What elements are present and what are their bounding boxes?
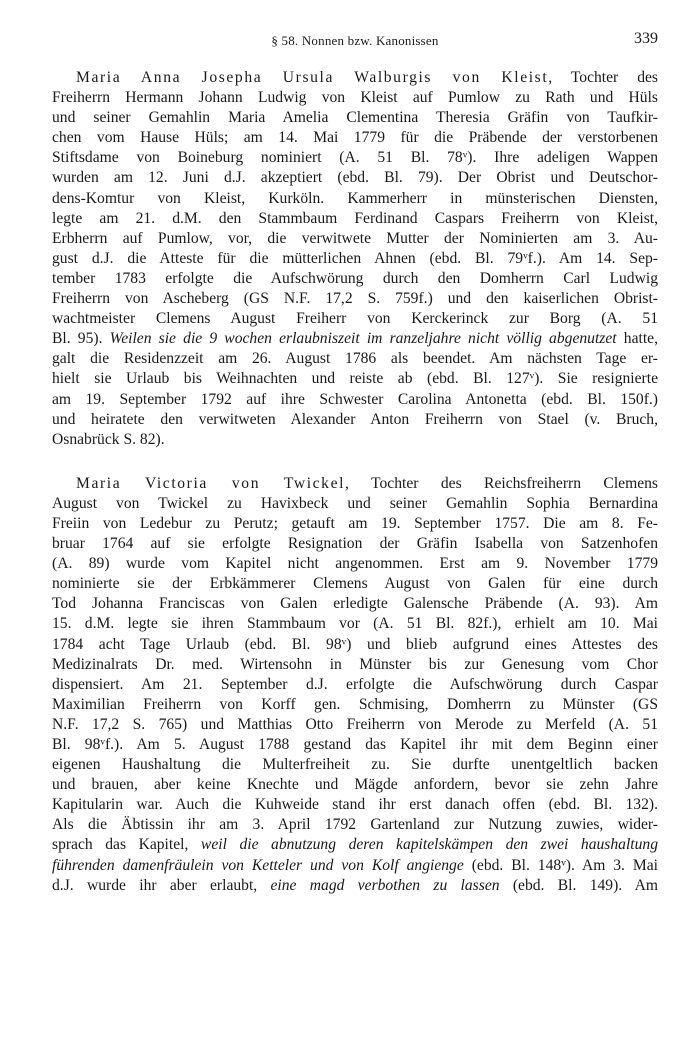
- text-line: [52, 494, 658, 514]
- text-line: [52, 655, 658, 675]
- entry-name: Maria Anna Josepha Ursula Walburgis von Kleist: [76, 69, 549, 86]
- text-line: [52, 329, 658, 349]
- text-segment: N.F. 17,2 S. 765) und Matthias Otto Freiherrn von Merode zu Merfeld (A. 51: [52, 715, 658, 733]
- text-line: [52, 735, 658, 755]
- text-line: [52, 349, 658, 369]
- text-segment: Erbherrn auf Pumlow, vor, die verwitwete Mutter der Nominierten am 3. Au-: [52, 229, 658, 247]
- text-segment: Bl. 98ᵛf.). Am 5. August 1788 gestand das Kapitel ihr mit dem Beginn einer: [52, 736, 658, 753]
- text-segment: nominierte sie der Erbkämmerer Clemens August von Galen für eine durch: [52, 575, 658, 593]
- text-line: [52, 68, 658, 88]
- text-line: [52, 148, 658, 168]
- quoted-source-text: Weilen sie die 9 wochen erlaubniszeit im ranzeljahre nicht völlig abgenutzet: [109, 330, 617, 348]
- text-segment: , Tochter des Reichsfreiherrn Clemens: [345, 474, 658, 492]
- text-line: [52, 876, 658, 896]
- text-segment: hielt sie Urlaub bis Weihnachten und reiste ab (ebd. Bl. 127ᵛ). Sie resignierte: [52, 370, 658, 388]
- text-line: [52, 856, 658, 876]
- text-segment: Tod Johanna Franciscas von Galen erledigte Galensche Präbende (A. 93). Am: [52, 595, 658, 613]
- text-line: [52, 229, 658, 249]
- text-line: [52, 775, 658, 795]
- text-segment: (ebd. Bl. 149). Am: [499, 876, 659, 894]
- running-header: [52, 30, 658, 52]
- text-segment: Bl. 95).: [52, 330, 110, 348]
- text-line: [52, 128, 658, 148]
- text-segment: wachtmeister Clemens August Freiherr von Kerckerinck zur Borg (A. 51: [52, 310, 658, 328]
- text-segment: Kapitularin war. Auch die Kuhweide stand ihr erst danach offen (ebd. Bl. 132).: [52, 796, 658, 814]
- paragraph-kleist: [52, 68, 658, 450]
- text-line: [52, 755, 658, 775]
- text-segment: Freiherrn Hermann Johann Ludwig von Kleist auf Pumlow zu Rath und Hüls: [52, 89, 658, 107]
- text-line: [52, 390, 658, 410]
- text-segment: galt die Residenzzeit am 26. August 1786 als beendet. Am nächsten Tage er-: [52, 350, 658, 368]
- text-line: [52, 289, 658, 309]
- text-segment: dispensiert. Am 21. September d.J. erfolgte die Aufschwörung durch Caspar: [52, 675, 658, 693]
- text-segment: Osnabrück S. 82).: [52, 430, 165, 448]
- text-line: [52, 675, 658, 695]
- text-line: [52, 815, 658, 835]
- text-line: [52, 795, 658, 815]
- entry-name: Maria Victoria von Twickel: [76, 474, 346, 492]
- text-line: [52, 614, 658, 634]
- text-line: [52, 369, 658, 389]
- body-text: [52, 68, 658, 896]
- text-segment: , Tochter des: [548, 69, 658, 86]
- text-line: [52, 715, 658, 735]
- text-segment: Maximilian Freiherrn von Korff gen. Schmising, Domherrn zu Münster (GS: [52, 695, 658, 713]
- paragraph-spacer: [52, 450, 658, 474]
- text-line: [52, 269, 658, 289]
- text-segment: eigenen Haushaltung die Multerfreiheit zu. Sie durfte unentgeltlich backen: [52, 756, 658, 774]
- text-line: [52, 474, 658, 494]
- text-line: [52, 410, 658, 430]
- page-number: 339: [634, 30, 658, 47]
- text-segment: und seiner Gemahlin Maria Amelia Clementina Theresia Gräfin von Taufkir-: [52, 109, 658, 127]
- text-line: [52, 249, 658, 269]
- text-line: [52, 189, 658, 209]
- text-segment: Freiin von Ledebur zu Perutz; getauft am 19. September 1757. Die am 8. Fe-: [52, 514, 658, 532]
- text-line: [52, 108, 658, 128]
- text-line: [52, 534, 658, 554]
- quoted-source-text: weil die abnutzung deren kapitelskämpen den zwei haushaltung: [200, 836, 659, 854]
- text-line: [52, 430, 658, 450]
- text-segment: d.J. wurde ihr aber erlaubt,: [52, 876, 271, 894]
- text-segment: legte am 21. d.M. den Stammbaum Ferdinand Caspars Freiherrn von Kleist,: [52, 209, 658, 227]
- text-segment: hatte,: [616, 330, 658, 348]
- text-segment: chen vom Hause Hüls; am 14. Mai 1779 für die Präbende der verstorbenen: [52, 129, 658, 147]
- text-segment: am 19. September 1792 auf ihre Schwester Carolina Antonetta (ebd. Bl. 150f.): [52, 390, 658, 408]
- text-segment: (A. 89) wurde vom Kapitel nicht angenommen. Erst am 9. November 1779: [52, 555, 658, 573]
- quoted-source-text: eine magd verbothen zu lassen: [270, 876, 500, 894]
- text-line: [52, 514, 658, 534]
- text-segment: August von Twickel zu Havixbeck und seiner Gemahlin Sophia Bernardina: [52, 494, 658, 512]
- text-line: [52, 209, 658, 229]
- text-segment: Als die Äbtissin ihr am 3. April 1792 Gartenland zur Nutzung zuwies, wider-: [52, 816, 658, 834]
- text-segment: und heiratete den verwitweten Alexander Anton Freiherrn von Stael (v. Bruch,: [52, 410, 658, 428]
- text-segment: dens-Komtur von Kleist, Kurköln. Kammerherr in münsterischen Diensten,: [52, 189, 658, 207]
- text-segment: Medizinalrats Dr. med. Wirtensohn in Münster bis zur Genesung vom Chor: [52, 655, 658, 673]
- text-line: [52, 695, 658, 715]
- text-segment: Freiherrn von Ascheberg (GS N.F. 17,2 S. 759f.) und den kaiserlichen Obrist-: [52, 290, 658, 308]
- text-segment: 1784 acht Tage Urlaub (ebd. Bl. 98ᵛ) und blieb aufgrund eines Attestes des: [52, 635, 658, 653]
- text-line: [52, 554, 658, 574]
- text-line: [52, 168, 658, 188]
- text-segment: tember 1783 erfolgte die Aufschwörung durch den Domherrn Carl Ludwig: [52, 269, 658, 287]
- text-line: [52, 574, 658, 594]
- text-line: [52, 88, 658, 108]
- text-segment: (ebd. Bl. 148ᵛ). Am 3. Mai: [463, 856, 659, 874]
- text-segment: wurden am 12. Juni d.J. akzeptiert (ebd. Bl. 79). Der Obrist und Deutschor-: [52, 169, 658, 187]
- text-line: [52, 635, 658, 655]
- text-segment: gust d.J. die Atteste für die mütterlichen Ahnen (ebd. Bl. 79ᵛf.). Am 14. Sep-: [52, 249, 658, 267]
- text-segment: und brauen, aber keine Knechte und Mägde anfordern, bevor sie zehn Jahre: [52, 776, 658, 794]
- text-line: [52, 594, 658, 614]
- text-line: [52, 309, 658, 329]
- text-segment: bruar 1764 auf sie erfolgte Resignation der Gräfin Isabella von Satzenhofen: [52, 535, 658, 553]
- section-title: § 58. Nonnen bzw. Kanonissen: [271, 33, 439, 48]
- text-segment: Stiftsdame von Boineburg nominiert (A. 51 Bl. 78ᵛ). Ihre adeligen Wappen: [52, 149, 658, 167]
- text-segment: 15. d.M. legte sie ihren Stammbaum vor (A. 51 Bl. 82f.), erhielt am 10. Mai: [52, 615, 658, 633]
- quoted-source-text: führenden damenfräulein von Ketteler und von Kolf angienge: [52, 856, 464, 874]
- paragraph-twickel: [52, 474, 658, 896]
- text-line: [52, 835, 658, 855]
- text-segment: sprach das Kapitel,: [52, 836, 201, 854]
